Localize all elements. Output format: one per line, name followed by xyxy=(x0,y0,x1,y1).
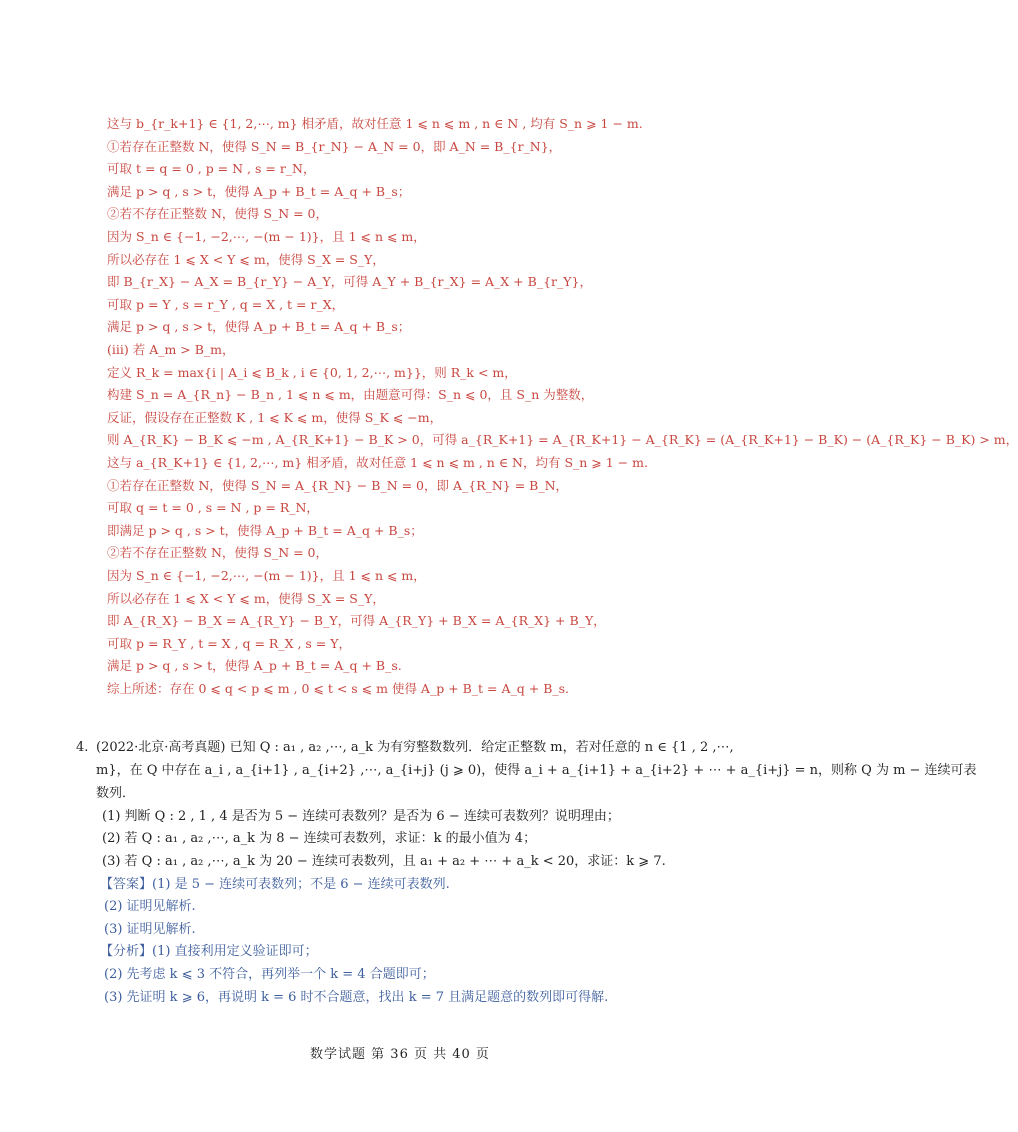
answer-text-1: (1) 是 5 − 连续可表数列；不是 6 − 连续可表数列. xyxy=(152,877,450,892)
question-part-2: (2) 若 Q : a₁ , a₂ ,⋯, a_k 为 8 − 连续可表数列，求证：k 的最小值为 4； xyxy=(102,831,537,846)
solution-line: 即满足 p > q , s > t，使得 A_p + B_t = A_q + B_s； xyxy=(107,522,423,538)
question-number: 4. xyxy=(76,740,89,755)
solution-line: 即 A_{R_X} − B_X = A_{R_Y} − B_Y，可得 A_{R_Y} + B_X = A_{R_X} + B_Y， xyxy=(107,613,606,629)
answer-line-1 xyxy=(100,877,450,893)
analysis-line-3: (3) 先证明 k ⩾ 6，再说明 k = 6 时不合题意，找出 k = 7 且满足题意的数列即可得解. xyxy=(104,990,609,1005)
answer-label: 【答案】 xyxy=(100,877,153,892)
question-line-1: (2022·北京·高考真题) 已知 Q : a₁ , a₂ ,⋯, a_k 为有穷整数数列．给定正整数 m，若对任意的 n ∈ {1 , 2 ,⋯, xyxy=(96,740,734,755)
solution-line: (iii) 若 A_m > B_m， xyxy=(107,342,235,357)
solution-line: ②若不存在正整数 N，使得 S_N = 0， xyxy=(107,545,329,561)
solution-line: 满足 p > q , s > t，使得 A_p + B_t = A_q + B_s. xyxy=(107,658,402,674)
solution-line: 反证，假设存在正整数 K , 1 ⩽ K ⩽ m，使得 S_K ⩽ −m， xyxy=(107,409,443,425)
solution-line: 构建 S_n = A_{R_n} − B_n , 1 ⩽ n ⩽ m，由题意可得：S_n ⩽ 0，且 S_n 为整数， xyxy=(107,387,594,403)
analysis-label: 【分析】 xyxy=(100,944,153,959)
question-line-2: m}，在 Q 中存在 a_i , a_{i+1} , a_{i+2} ,⋯, a_{i+j} (j ⩾ 0)，使得 a_i + a_{i+1} + a_{i+2} + ⋯ + a_{i+j} = n，则称 Q 为 m − 连续可表 xyxy=(96,763,977,778)
answer-line-3: (3) 证明见解析. xyxy=(104,922,196,937)
question-line-3: 数列． xyxy=(96,786,136,801)
page-footer: 数学试题 第 36 页 共 40 页 xyxy=(310,1047,490,1062)
solution-line: 可取 p = R_Y , t = X , q = R_X , s = Y， xyxy=(107,635,351,651)
analysis-text-1: (1) 直接利用定义验证即可； xyxy=(152,944,318,959)
solution-line: 所以必存在 1 ⩽ X < Y ⩽ m，使得 S_X = S_Y， xyxy=(107,251,385,267)
solution-line: 满足 p > q , s > t，使得 A_p + B_t = A_q + B_s； xyxy=(107,183,411,199)
solution-line: 可取 t = q = 0 , p = N , s = r_N， xyxy=(107,161,316,177)
answer-line-2: (2) 证明见解析. xyxy=(104,899,196,914)
solution-line: 因为 S_n ∈ {−1, −2,⋯, −(m − 1)}，且 1 ⩽ n ⩽ m， xyxy=(107,568,426,583)
solution-line: 所以必存在 1 ⩽ X < Y ⩽ m，使得 S_X = S_Y， xyxy=(107,590,385,606)
solution-line: 可取 p = Y , s = r_Y , q = X , t = r_X， xyxy=(107,296,345,312)
solution-line: 这与 b_{r_k+1} ∈ {1, 2,⋯, m} 相矛盾，故对任意 1 ⩽ n ⩽ m , n ∈ N , 均有 S_n ⩾ 1 − m. xyxy=(107,116,643,131)
question-part-1: (1) 判断 Q : 2 , 1 , 4 是否为 5 − 连续可表数列？是否为 6 − 连续可表数列？说明理由； xyxy=(102,809,620,824)
solution-line: 定义 R_k = max{i | A_i ⩽ B_k , i ∈ {0, 1, 2,⋯, m}}，则 R_k < m， xyxy=(107,364,517,380)
solution-line: ①若存在正整数 N，使得 S_N = B_{r_N} − A_N = 0，即 A_N = B_{r_N}， xyxy=(107,138,562,154)
solution-line: 即 B_{r_X} − A_X = B_{r_Y} − A_Y，可得 A_Y + B_{r_X} = A_X + B_{r_Y}， xyxy=(107,274,592,290)
solution-line: 满足 p > q , s > t，使得 A_p + B_t = A_q + B_s； xyxy=(107,319,411,335)
analysis-line-2: (2) 先考虑 k ⩽ 3 不符合，再列举一个 k = 4 合题即可； xyxy=(104,967,435,982)
solution-line: 可取 q = t = 0 , s = N , p = R_N， xyxy=(107,500,319,516)
solution-line: 则 A_{R_K} − B_K ⩽ −m , A_{R_K+1} − B_K > 0，可得 a_{R_K+1} = A_{R_K+1} − A_{R_K} = (A_{R_K+1} − B_K) − (A_{R_K} − B_K) > m， xyxy=(107,432,1018,448)
solution-line: 因为 S_n ∈ {−1, −2,⋯, −(m − 1)}，且 1 ⩽ n ⩽ m， xyxy=(107,229,426,244)
solution-line: 这与 a_{R_K+1} ∈ {1, 2,⋯, m} 相矛盾，故对任意 1 ⩽ n ⩽ m , n ∈ N，均有 S_n ⩾ 1 − m. xyxy=(107,455,648,470)
analysis-line-1 xyxy=(100,944,318,960)
solution-line: ①若存在正整数 N，使得 S_N = A_{R_N} − B_N = 0，即 A_{R_N} = B_N， xyxy=(107,477,569,493)
solution-line: ②若不存在正整数 N，使得 S_N = 0， xyxy=(107,206,329,222)
solution-line: 综上所述：存在 0 ⩽ q < p ⩽ m , 0 ⩽ t < s ⩽ m 使得 A_p + B_t = A_q + B_s. xyxy=(107,681,570,696)
question-part-3: (3) 若 Q : a₁ , a₂ ,⋯, a_k 为 20 − 连续可表数列，且 a₁ + a₂ + ⋯ + a_k < 20，求证：k ⩾ 7. xyxy=(102,854,666,869)
